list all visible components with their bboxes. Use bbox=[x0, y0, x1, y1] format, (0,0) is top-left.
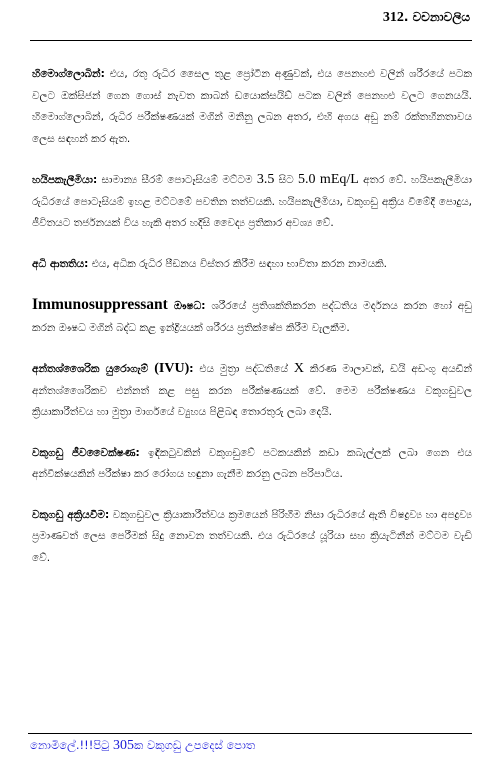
glossary-term-abbrev: (IVU) bbox=[154, 361, 190, 376]
definition-text: ඉඳිකටුවකින් වකුගඩුවේ පටකයකින් කඩා කබැල්ලක් ලබා ගෙන එය අන්වීක්ෂයකින් පරීක්ෂා කර රෝගය හඳුනා ගැනීම කරනු ලබන පරිපාටිය. bbox=[32, 446, 472, 480]
page-footer bbox=[30, 738, 470, 760]
glossary-entry bbox=[32, 64, 472, 150]
glossary-term-end: : bbox=[189, 363, 194, 375]
page-number: 312 bbox=[382, 10, 404, 25]
definition-text: වකුගඩුවල ක්‍රියාකාරීත්වය ක්‍රමයෙන් පිරිහීම නිසා රුධිරයේ ඇති විෂද්‍රව්‍ය හා අපද්‍රව්‍ය ප්‍රමාණවත් ලෙස පෙරීමක් සිදු නොවන තත්වයකි. එය රුධිරයේ යූරියා සහ ක්‍රියැටිනීන් මට්ටම වැඩි වේ. bbox=[32, 508, 472, 564]
glossary-term: හයිපකැලීමියා: bbox=[32, 174, 98, 186]
glossary-entry bbox=[32, 443, 472, 486]
glossary-term: හිමොග්ලොබින්: bbox=[32, 68, 105, 80]
definition-text: 5.0 mEq/L bbox=[297, 172, 359, 187]
definition-text: සාමාන්‍ය සීරම් පොටෑසියම් මට්ටම bbox=[97, 174, 257, 186]
glossary-body bbox=[32, 64, 472, 588]
glossary-entry bbox=[32, 169, 472, 235]
definition-text: එය, රතු රුධිර සෛල තුළ ප්‍රෝටීන අණුවක්, එය පෙනහළු වලින් ශරීරයේ පටක වලට ඔක්සිජන් ගෙන ගොස් නැවත කාබන් ඩයොක්සයිඩ් පටක වලින් පෙනහළු වලට ගෙනයයි. හිමොග්ලොබින්, රුධිර පරීක්ෂණයක් මගින් මනිනු ලබන අතර, එහි අගය අඩු නම් රක්තහීනතාවය ලෙස සඳහන් කර ඇත. bbox=[32, 68, 472, 145]
page-header bbox=[30, 10, 470, 34]
header-divider bbox=[30, 40, 472, 41]
glossary-term: Immunosuppressant bbox=[32, 296, 168, 313]
definition-text: සිට bbox=[274, 174, 298, 186]
footer-divider bbox=[28, 733, 472, 734]
section-title: . වචනාවලිය bbox=[403, 10, 470, 24]
footer-text-before: නොමිලේ.!!!පිටු bbox=[30, 738, 114, 752]
glossary-term-suffix: ඖෂධ: bbox=[167, 300, 206, 312]
glossary-term: වකුගඩු ජීවවෛක්ෂණ: bbox=[32, 446, 140, 459]
definition-text: 3.5 bbox=[256, 172, 275, 187]
glossary-entry bbox=[32, 254, 472, 276]
footer-page-count: 305 bbox=[113, 738, 135, 753]
definition-text: කිරණ මාලාවක්, ඩයි අඩංගු අයඩීන් අන්තශ්ශෛරිකව එන්නත් කළ පසු කරන පරීක්ෂණයක් වේ. මෙම පරීක්ෂණය වකුගඩුවල ක්‍රියාකාරීත්වය හා මුත්‍රා මාර්ගයේ ව්‍යුහය පිළිබඳ තොරතුරු ලබා දෙයි. bbox=[32, 363, 472, 418]
definition-text: ශරීරයේ ප්‍රතිශක්තිකරන පද්ධතිය මර්දනය කරන හෝ අඩු කරන ඖෂධ මගින් බද්ධ කළ ඉන්ද්‍රියයක් ශරීරය ප්‍රතික්ෂේප කිරීම වැලකීම. bbox=[32, 300, 473, 334]
glossary-term: අන්තශ්ශෛරික යුරොගැම් bbox=[32, 363, 155, 375]
glossary-term: අධි ආතතිය: bbox=[32, 257, 89, 270]
definition-text: එය මුත්‍රා පද්ධතියේ bbox=[193, 363, 294, 375]
glossary-entry bbox=[32, 358, 472, 424]
glossary-term: වකුගඩු අක්‍රියවීම: bbox=[32, 508, 110, 521]
footer-text-after: ක වකුගඩු උපදෙස් පොත bbox=[134, 738, 256, 752]
definition-text: අතර වේ. හයිපකැලීමියා රුධිරයේ පොටෑසියම් ඉහළ මට්ටමේ පවතින තත්වයකි. හයිපකැලීමියා, වකුගඩු අක්‍රිය වීමේදී පොදුය, ජීවිතයට තර්ජනයක් විය හැකි අතර හදිසි වෛද්‍ය ප්‍රතිකාර අවශ්‍ය වේ. bbox=[32, 174, 472, 229]
glossary-entry bbox=[32, 294, 472, 339]
glossary-entry bbox=[32, 505, 472, 570]
definition-text: X bbox=[293, 361, 305, 376]
definition-text: එය, අධික රුධිර පීඩනය විස්තර කිරීම සඳහා භාවිතා කරන නාමයකි. bbox=[88, 257, 387, 270]
